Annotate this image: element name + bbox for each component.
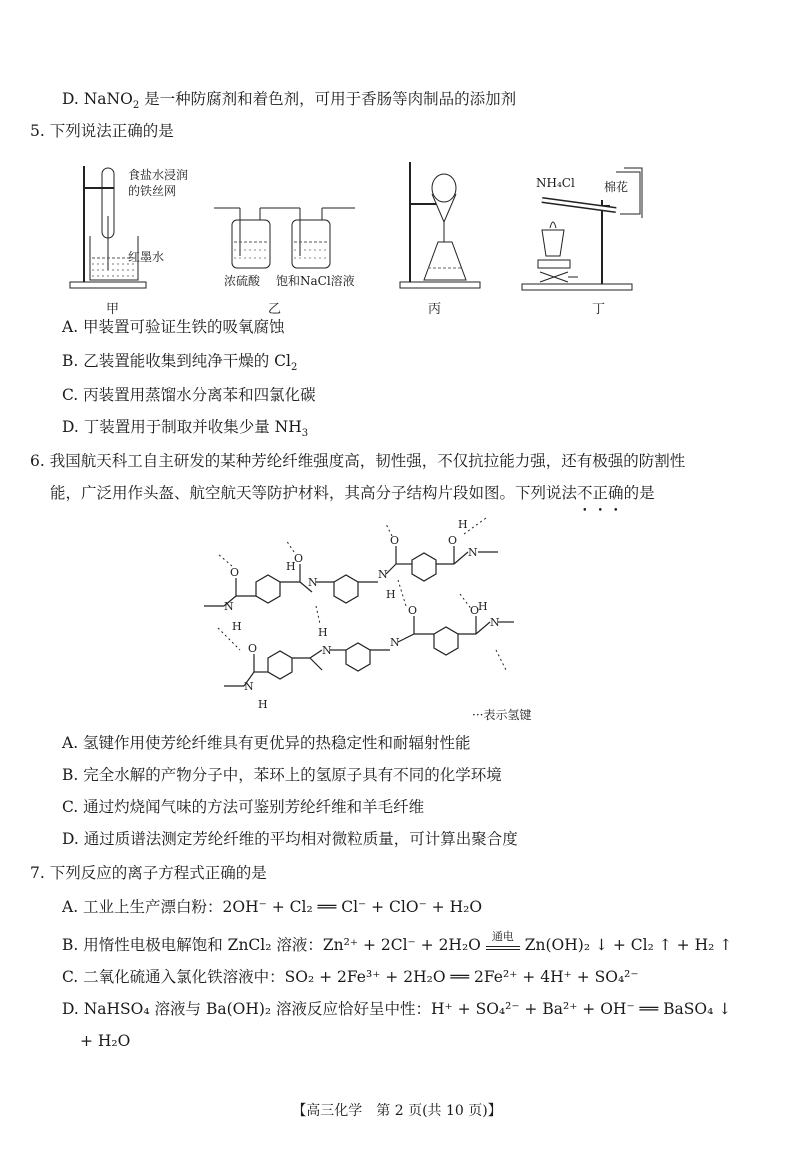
svg-text:O: O xyxy=(294,552,304,565)
q6-emphasis xyxy=(577,484,624,502)
svg-text:N: N xyxy=(390,636,400,649)
svg-text:N: N xyxy=(224,600,234,613)
q6-option-b: B. 完全水解的产物分子中，苯环上的氢原子具有不同的化学环境 xyxy=(62,766,502,784)
aramid-structure-figure xyxy=(196,510,526,720)
svg-text:N: N xyxy=(468,546,478,559)
svg-text:O: O xyxy=(230,566,240,579)
svg-text:H: H xyxy=(386,588,396,601)
q5-stem: 5. 下列说法正确的是 xyxy=(30,122,174,140)
q6-option-c: C. 通过灼烧闻气味的方法可鉴别芳纶纤维和羊毛纤维 xyxy=(62,798,425,816)
q4-option-d: D. NaNO$_2$ 是一种防腐剂和着色剂，可用于香肠等肉制品的添加剂 xyxy=(62,90,517,112)
electrolysis-condition: 通电 xyxy=(491,930,514,943)
q6-stem-line1: 6. 我国航天科工自主研发的某种芳纶纤维强度高，韧性强，不仅抗拉能力强，还有极强的防割性 xyxy=(30,452,686,470)
svg-text:H: H xyxy=(318,626,328,639)
apparatus-d-nh4cl-label: NH₄Cl xyxy=(536,176,575,190)
apparatus-a-caption: 甲 xyxy=(106,302,120,317)
emphasis-char: 正 xyxy=(592,484,609,502)
svg-text:N: N xyxy=(244,680,254,693)
apparatus-c-caption: 丙 xyxy=(428,302,442,317)
apparatus-b-caption: 乙 xyxy=(268,302,282,317)
q6-option-a: A. 氢键作用使芳纶纤维具有更优异的热稳定性和耐辐射性能 xyxy=(62,734,471,752)
page-footer: 【高三化学 第 2 页(共 10 页)】 xyxy=(292,1103,502,1119)
svg-text:H: H xyxy=(286,560,296,573)
svg-text:N: N xyxy=(322,644,332,657)
emphasis-char: 不 xyxy=(577,484,593,502)
emphasis-char: 确 xyxy=(608,484,624,502)
svg-text:N: N xyxy=(490,616,500,629)
q7-option-b: B. 用惰性电极电解饱和 ZnCl₂ 溶液：Zn²⁺ + 2Cl⁻ + 2H₂O 通电 Zn(OH)₂ ↓ + Cl₂ ↑ + H₂ ↑ xyxy=(62,934,732,956)
apparatus-c-figure xyxy=(396,158,486,298)
q5-option-b: B. 乙装置能收集到纯净干燥的 $Cl_2$ xyxy=(62,352,298,374)
q6-option-d: D. 通过质谱法测定芳纶纤维的平均相对微粒质量，可计算出聚合度 xyxy=(62,830,518,848)
apparatus-a-note3: 红墨水 xyxy=(128,250,165,264)
q5-option-a: A. 甲装置可验证生铁的吸氧腐蚀 xyxy=(62,318,285,336)
svg-text:O: O xyxy=(390,534,400,547)
q7-option-a: A. 工业上生产漂白粉：2OH⁻ + Cl₂ ══ Cl⁻ + ClO⁻ + H₂O xyxy=(62,898,483,916)
svg-text:H: H xyxy=(232,620,242,633)
q7-option-d-line2: + H₂O xyxy=(80,1032,131,1050)
q7-stem: 7. 下列反应的离子方程式正确的是 xyxy=(30,864,267,882)
svg-text:O: O xyxy=(470,604,480,617)
q5-option-c: C. 丙装置用蒸馏水分离苯和四氯化碳 xyxy=(62,386,316,404)
svg-text:H: H xyxy=(258,698,268,711)
q7-option-c: C. 二氧化硫通入氯化铁溶液中：SO₂ + 2Fe³⁺ + 2H₂O ══ 2Fe²⁺ + 4H⁺ + SO₄²⁻ xyxy=(62,968,639,986)
apparatus-b-left-label: 浓硫酸 xyxy=(224,274,261,288)
apparatus-b-figure xyxy=(210,194,360,274)
q6-stem-line2: 能，广泛用作头盔、航空航天等防护材料，其高分子结构片段如图。下列说法不正确的是 xyxy=(50,484,655,502)
apparatus-d-caption: 丁 xyxy=(592,302,606,317)
apparatus-a-note1: 食盐水浸润 xyxy=(128,168,189,182)
svg-text:N: N xyxy=(378,568,388,581)
svg-text:H: H xyxy=(478,600,488,613)
hydrogen-bond-legend: ···表示氢键 xyxy=(472,708,532,722)
apparatus-d-cotton-label: 棉花 xyxy=(604,180,629,194)
apparatus-b-right-label: 饱和NaCl溶液 xyxy=(276,274,355,288)
svg-text:O: O xyxy=(448,534,458,547)
svg-text:H: H xyxy=(458,518,468,531)
svg-text:O: O xyxy=(248,642,258,655)
svg-text:O: O xyxy=(408,604,418,617)
apparatus-a-note2: 的铁丝网 xyxy=(128,184,177,198)
q7-option-d-line1: D. NaHSO₄ 溶液与 Ba(OH)₂ 溶液反应恰好呈中性：H⁺ + SO₄²⁻ + Ba²⁺ + OH⁻ ══ BaSO₄ ↓ xyxy=(62,1000,732,1018)
svg-text:N: N xyxy=(308,576,318,589)
q5-option-d: D. 丁装置用于制取并收集少量 $NH_3$ xyxy=(62,418,309,440)
